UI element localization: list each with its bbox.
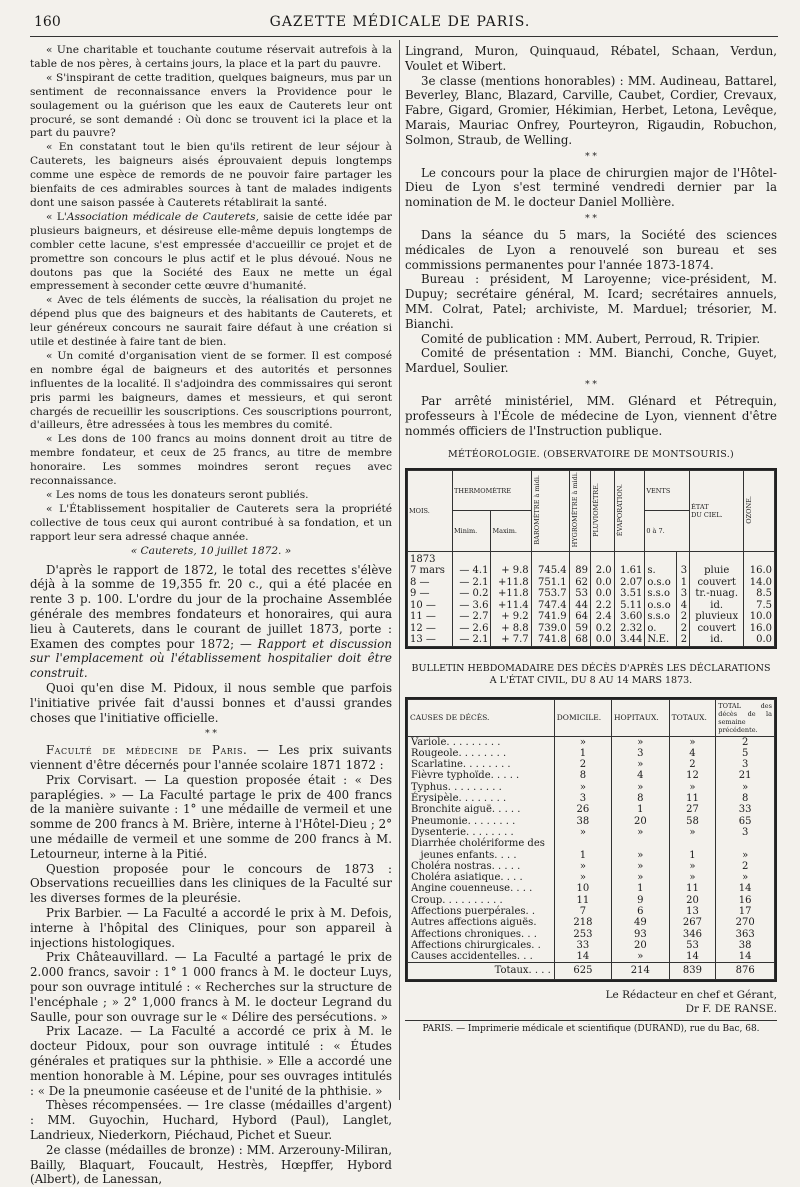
col-header: MOIS.: [408, 471, 453, 551]
bulletin-title: BULLETIN HEBDOMADAIRE DES DÉCÈS D'APRÈS LES DÉCLARATIONS A L'ÉTAT CIVIL, DU 8 AU 14 MARS 1873.: [411, 662, 771, 686]
paragraph: Faculté de médecine de Paris. — Les prix suivants viennent d'être décernés pour l'année scolaire 1871 1872 :: [30, 743, 392, 773]
paragraph: Bureau : président, M Laroyenne; vice-président, M. Dupuy; secrétaire général, M. Icard; secrétaires annuels, MM. Colrat, Patel; archiviste, M. Marduel; trésorier, M. Bianchi.: [405, 272, 777, 331]
column-divider: [399, 40, 400, 1100]
left-column: [30, 44, 392, 1187]
table-row: Pneumonie. . . . . . . . 38 20 58 65: [408, 816, 775, 827]
paragraph: « En constatant tout le bien qu'ils retirent de leur séjour à Cauterets, les baigneurs aisés éprouvaient depuis longtemps comme une espèce de remords de ne pouvoir faire partager les bienfaits de ces admirables sources à tant de malades indigents dont une saison passée à Cauterets rétablirait la santé.: [30, 141, 392, 209]
paragraph: Lingrand, Muron, Quinquaud, Rébatel, Schaan, Verdun, Voulet et Wibert.: [405, 44, 777, 73]
paragraph: 2e classe (médailles de bronze) : MM. Arzerouny-Miliran, Bailly, Blaquart, Foucault, Hestrès, Hœpffer, Hybord (Albert), de Lanessan,: [30, 1142, 392, 1187]
col-header: ÉVAPORATION.: [614, 471, 645, 551]
paragraph: Thèses récompensées. — 1re classe (médailles d'argent) : MM. Guyochin, Huchard, Hybord (Paul), Langlet, Landrieux, Niederkorn, Piéchaud, Pichet et Sueur.: [30, 1098, 392, 1143]
col-header: CAUSES DE DÉCÈS.: [408, 699, 555, 736]
paragraph: Dans la séance du 5 mars, la Société des sciences médicales de Lyon a renouvelé son bureau et ses commissions permanentes pour l'année 1873-1874.: [405, 227, 777, 272]
col-header: PLUVIOMÈTRE.: [591, 471, 615, 551]
table-row: Scarlatine. . . . . . . . 2 » 2 3: [408, 759, 775, 770]
col-header: DOMICILE.: [554, 699, 611, 736]
section-separator: * *: [585, 213, 597, 224]
col-header: HYGROMÈTRE à midi.: [569, 471, 590, 551]
paragraph: « Les dons de 100 francs au moins donnent droit au titre de membre fondateur, et ceux de 25 francs, au titre de membre honoraire. Les sommes moindres seront reçues avec reconnaissance.: [30, 433, 392, 488]
section-separator: * *: [205, 729, 217, 740]
col-header: OZONE.: [744, 471, 775, 551]
table-row: 12 — — 2.6 + 8.8 739.0 59 0.2 2.32 o. 2 couvert 16.0: [408, 623, 775, 635]
section-separator: * *: [585, 151, 597, 162]
table-row: Affections puerpérales. . 7 6 13 17: [408, 906, 775, 917]
paragraph: Par arrêté ministériel, MM. Glénard et Pétrequin, professeurs à l'École de médecine de Lyon, viennent d'être nommés officiers de l'Instruction publique.: [405, 393, 777, 438]
paragraph: « L'Association médicale de Cauterets, saisie de cette idée par plusieurs baigneurs, et désireuse elle-même depuis longtemps de combler cette lacune, s'est empressée d'accueillir ce projet et de promettre son concours le plus actif et le plus dévoué. Nous ne doutons pas que la Société des Eaux ne mette un égal empressement à seconder cette œuvre d'humanité.: [30, 210, 392, 293]
journal-title: GAZETTE MÉDICALE DE PARIS.: [269, 14, 531, 30]
table-row: Érysipèle. . . . . . . . 3 8 11 8: [408, 793, 775, 804]
deaths-table: [407, 699, 775, 981]
paragraph: « L'Établissement hospitalier de Cauterets sera la propriété collective de tous ceux qui auront contribué à sa fondation, et un rapport leur sera adressé chaque année.: [30, 502, 392, 543]
paragraph: « S'inspirant de cette tradition, quelques baigneurs, mus par un sentiment de reconnaissance envers la Providence pour le soulagement ou la guérison que les eaux de Cauterets leur ont procuré, se sont demandé : Où donc se trouvent ici la place et la part du pauvre?: [30, 71, 392, 140]
col-header: TOTAL des décès de la semaine précédente.: [716, 699, 775, 736]
paragraph: « Avec de tels éléments de succès, la réalisation du projet ne dépend plus que des baigneurs et des habitants de Cauterets, et leur généreux concours ne saurait faire défaut à une création si utile et destinée à faire tant de bien.: [30, 294, 392, 349]
paragraph: Prix Corvisart. — La question proposée était : « Des paraplégies. » — La Faculté partage le prix de 400 francs de la manière suivante : 1° une médaille de vermeil et une somme de 200 francs à M. Brière, interne à l'Hôtel-Dieu ; 2° une médaille de vermeil et une somme de 200 francs à M. Letourneur, interne à la Pitié.: [30, 772, 392, 861]
right-column: [405, 44, 777, 1037]
year-cell: 1873: [408, 551, 453, 565]
meteo-table: [407, 470, 775, 646]
table-row: 7 mars — 4.1 + 9.8 745.4 89 2.0 1.61 s. 3 pluie 16.0: [408, 565, 775, 577]
table-row: Choléra asiatique. . . . » » » »: [408, 872, 775, 883]
page-number: 160: [34, 14, 61, 30]
table-row: 8 — — 2.1 +11.8 751.1 62 0.0 2.07 o.s.o 1 couvert 14.0: [408, 577, 775, 589]
paragraph: Le concours pour la place de chirurgien major de l'Hôtel-Dieu de Lyon s'est terminé vendredi dernier par la nomination de M. le docteur Daniel Mollière.: [405, 165, 777, 210]
table-row: 10 — — 3.6 +11.4 747.4 44 2.2 5.11 o.s.o 4 id. 7.5: [408, 600, 775, 612]
section-separator: * *: [585, 379, 597, 390]
col-header: BAROMÈTRE à midi.: [531, 471, 569, 551]
paragraph: « Les noms de tous les donateurs seront publiés.: [46, 489, 309, 501]
header-rule: [30, 36, 778, 37]
dateline: « Cauterets, 10 juillet 1872. »: [130, 544, 292, 557]
paragraph: Prix Châteauvillard. — La Faculté a partagé le prix de 2.000 francs, savoir : 1° 1 000 francs à M. le docteur Luys, pour son ouvrage intitulé : « Recherches sur la structure de l'encéphale ; » 2° 1,000 francs à M. le docteur Legrand du Saulle, pour son ouvrage sur le « Délire des persécutions. »: [30, 950, 392, 1024]
table-row: Bronchite aiguë. . . . . 26 1 27 33: [408, 804, 775, 815]
table-row: Fièvre typhoïde. . . . . 8 4 12 21: [408, 770, 775, 781]
totals-row: Totaux. . . . 625 214 839 876: [408, 963, 775, 980]
table-row: Rougeole. . . . . . . . 1 3 4 5: [408, 748, 775, 759]
paragraph: Quoi qu'en dise M. Pidoux, il nous semble que parfois l'initiative privée fait d'aussi bonnes et d'aussi grandes choses que l'initiative officielle.: [30, 680, 392, 725]
table-row: Typhus. . . . . . . . . » » » »: [408, 782, 775, 793]
table-row: 13 — — 2.1 + 7.7 741.8 68 0.0 3.44 N.E. 2 id. 0.0: [408, 634, 775, 646]
imprint-line: PARIS. — Imprimerie médicale et scientifique (DURAND), rue du Bac, 68.: [405, 1020, 777, 1037]
table-row: jeunes enfants. . . . 1 » 1 »: [408, 850, 775, 861]
signature: Le Rédacteur en chef et Gérant, Dr F. DE RANSE.: [605, 989, 777, 1016]
paragraph: Question proposée pour le concours de 1873 : Observations recueillies dans les cliniques de la Faculté sur les diverses formes de la pleurésie.: [30, 861, 392, 906]
table-row: Variole. . . . . . . . . » » » 2: [408, 736, 775, 748]
col-header: Minim.: [453, 511, 491, 551]
col-header: HOPITAUX.: [611, 699, 669, 736]
table-row: Affections chroniques. . . 253 93 346 363: [408, 929, 775, 940]
paragraph: Prix Lacaze. — La Faculté a accordé ce prix à M. le docteur Pidoux, pour son ouvrage intitulé : « Études générales et pratiques sur la phthisie. » Elle a accordé une mention honorable à M. Lépine, pour ses ouvrages intitulés : « De la pneumonie caséeuse et de l'unité de la phthisie. »: [30, 1024, 392, 1098]
paragraph: D'après le rapport de 1872, le total des recettes s'élève déjà à la somme de 19,355 fr. 20 c., qui a été placée en rente 3 p. 100. L'ordre du jour de la prochaine Assemblée générale des membres fondateurs et honoraires, qui aura lieu à Cauterets, dans le courant de juillet 1873, porte : Examen des comptes pour 1872; — Rapport et discussion sur l'emplacement où l'établissement hospitalier doit être construit.: [30, 562, 392, 681]
paragraph: Comité de présentation : MM. Bianchi, Conche, Guyet, Marduel, Soulier.: [405, 346, 777, 376]
paragraph: « Une charitable et touchante coutume réservait autrefois à la table de nos pères, à certains jours, la place et la part du pauvre.: [30, 44, 392, 70]
section-heading: Faculté de médecine de Paris.: [46, 743, 248, 758]
table-row: Affections chirurgicales. . 33 20 53 38: [408, 940, 775, 951]
paragraph: 3e classe (mentions honorables) : MM. Audineau, Battarel, Beverley, Blanc, Blazard, Carville, Caubet, Cordier, Crevaux, Fabre, Gigard, Gromier, Hékimian, Herbet, Letona, Levêque, Marais, Mauriac Onfrey, Pourteyron, Rigaudin, Robuchon, Solmon, Straub, de Welling.: [405, 73, 777, 147]
table-row: Dysenterie. . . . . . . . » » » 3: [408, 827, 775, 838]
meteo-table-frame: [405, 468, 777, 648]
col-header: ÉTAT DU CIEL.: [690, 471, 744, 551]
table-row: Croup. . . . . . . . . . 11 9 20 16: [408, 895, 775, 906]
association-name: Association médicale de Cauterets,: [66, 210, 259, 223]
paragraph: Prix Barbier. — La Faculté a accordé le prix à M. Defois, interne à l'hôpital des Cliniques, pour son appareil à injections histologiques.: [30, 906, 392, 950]
table-row: Angine couenneuse. . . . 10 1 11 14: [408, 883, 775, 894]
table-row: 9 — — 0.2 +11.8 753.7 53 0.0 3.51 s.s.o 3 tr.-nuag. 8.5: [408, 588, 775, 600]
col-header: TOTAUX.: [669, 699, 716, 736]
deaths-table-frame: [405, 697, 777, 983]
col-header: 0 à 7.: [645, 511, 690, 551]
table-row: Autres affections aiguës. 218 49 267 270: [408, 917, 775, 928]
table-row: 11 — — 2.7 + 9.2 741.9 64 2.4 3.60 s.s.o 2 pluvieux 10.0: [408, 611, 775, 623]
col-header: VENTS: [645, 471, 690, 511]
col-header: THERMOMÈTRE: [453, 471, 532, 511]
paragraph: Comité de publication : MM. Aubert, Perroud, R. Tripier.: [421, 331, 761, 346]
paragraph: « Un comité d'organisation vient de se former. Il est composé en nombre égal de baigneurs et des autorités et personnes influentes de la localité. Il s'adjoindra des commissaires qui seront pris parmi les baigneurs, dames et messieurs, et qui seront chargés de recueillir les souscriptions. Ces souscriptions pourront, d'ailleurs, être adressées à tous les membres du comité.: [30, 349, 392, 432]
meteo-title: MÉTÉOROLOGIE. (OBSERVATOIRE DE MONTSOURIS.): [447, 449, 735, 461]
table-row: Diarrhée cholériforme des: [408, 838, 775, 849]
page-header: [0, 0, 800, 38]
table-row: Choléra nostras. . . . . » » » 2: [408, 861, 775, 872]
table-row: Causes accidentelles. . . 14 » 14 14: [408, 951, 775, 963]
col-header: Maxim.: [491, 511, 531, 551]
